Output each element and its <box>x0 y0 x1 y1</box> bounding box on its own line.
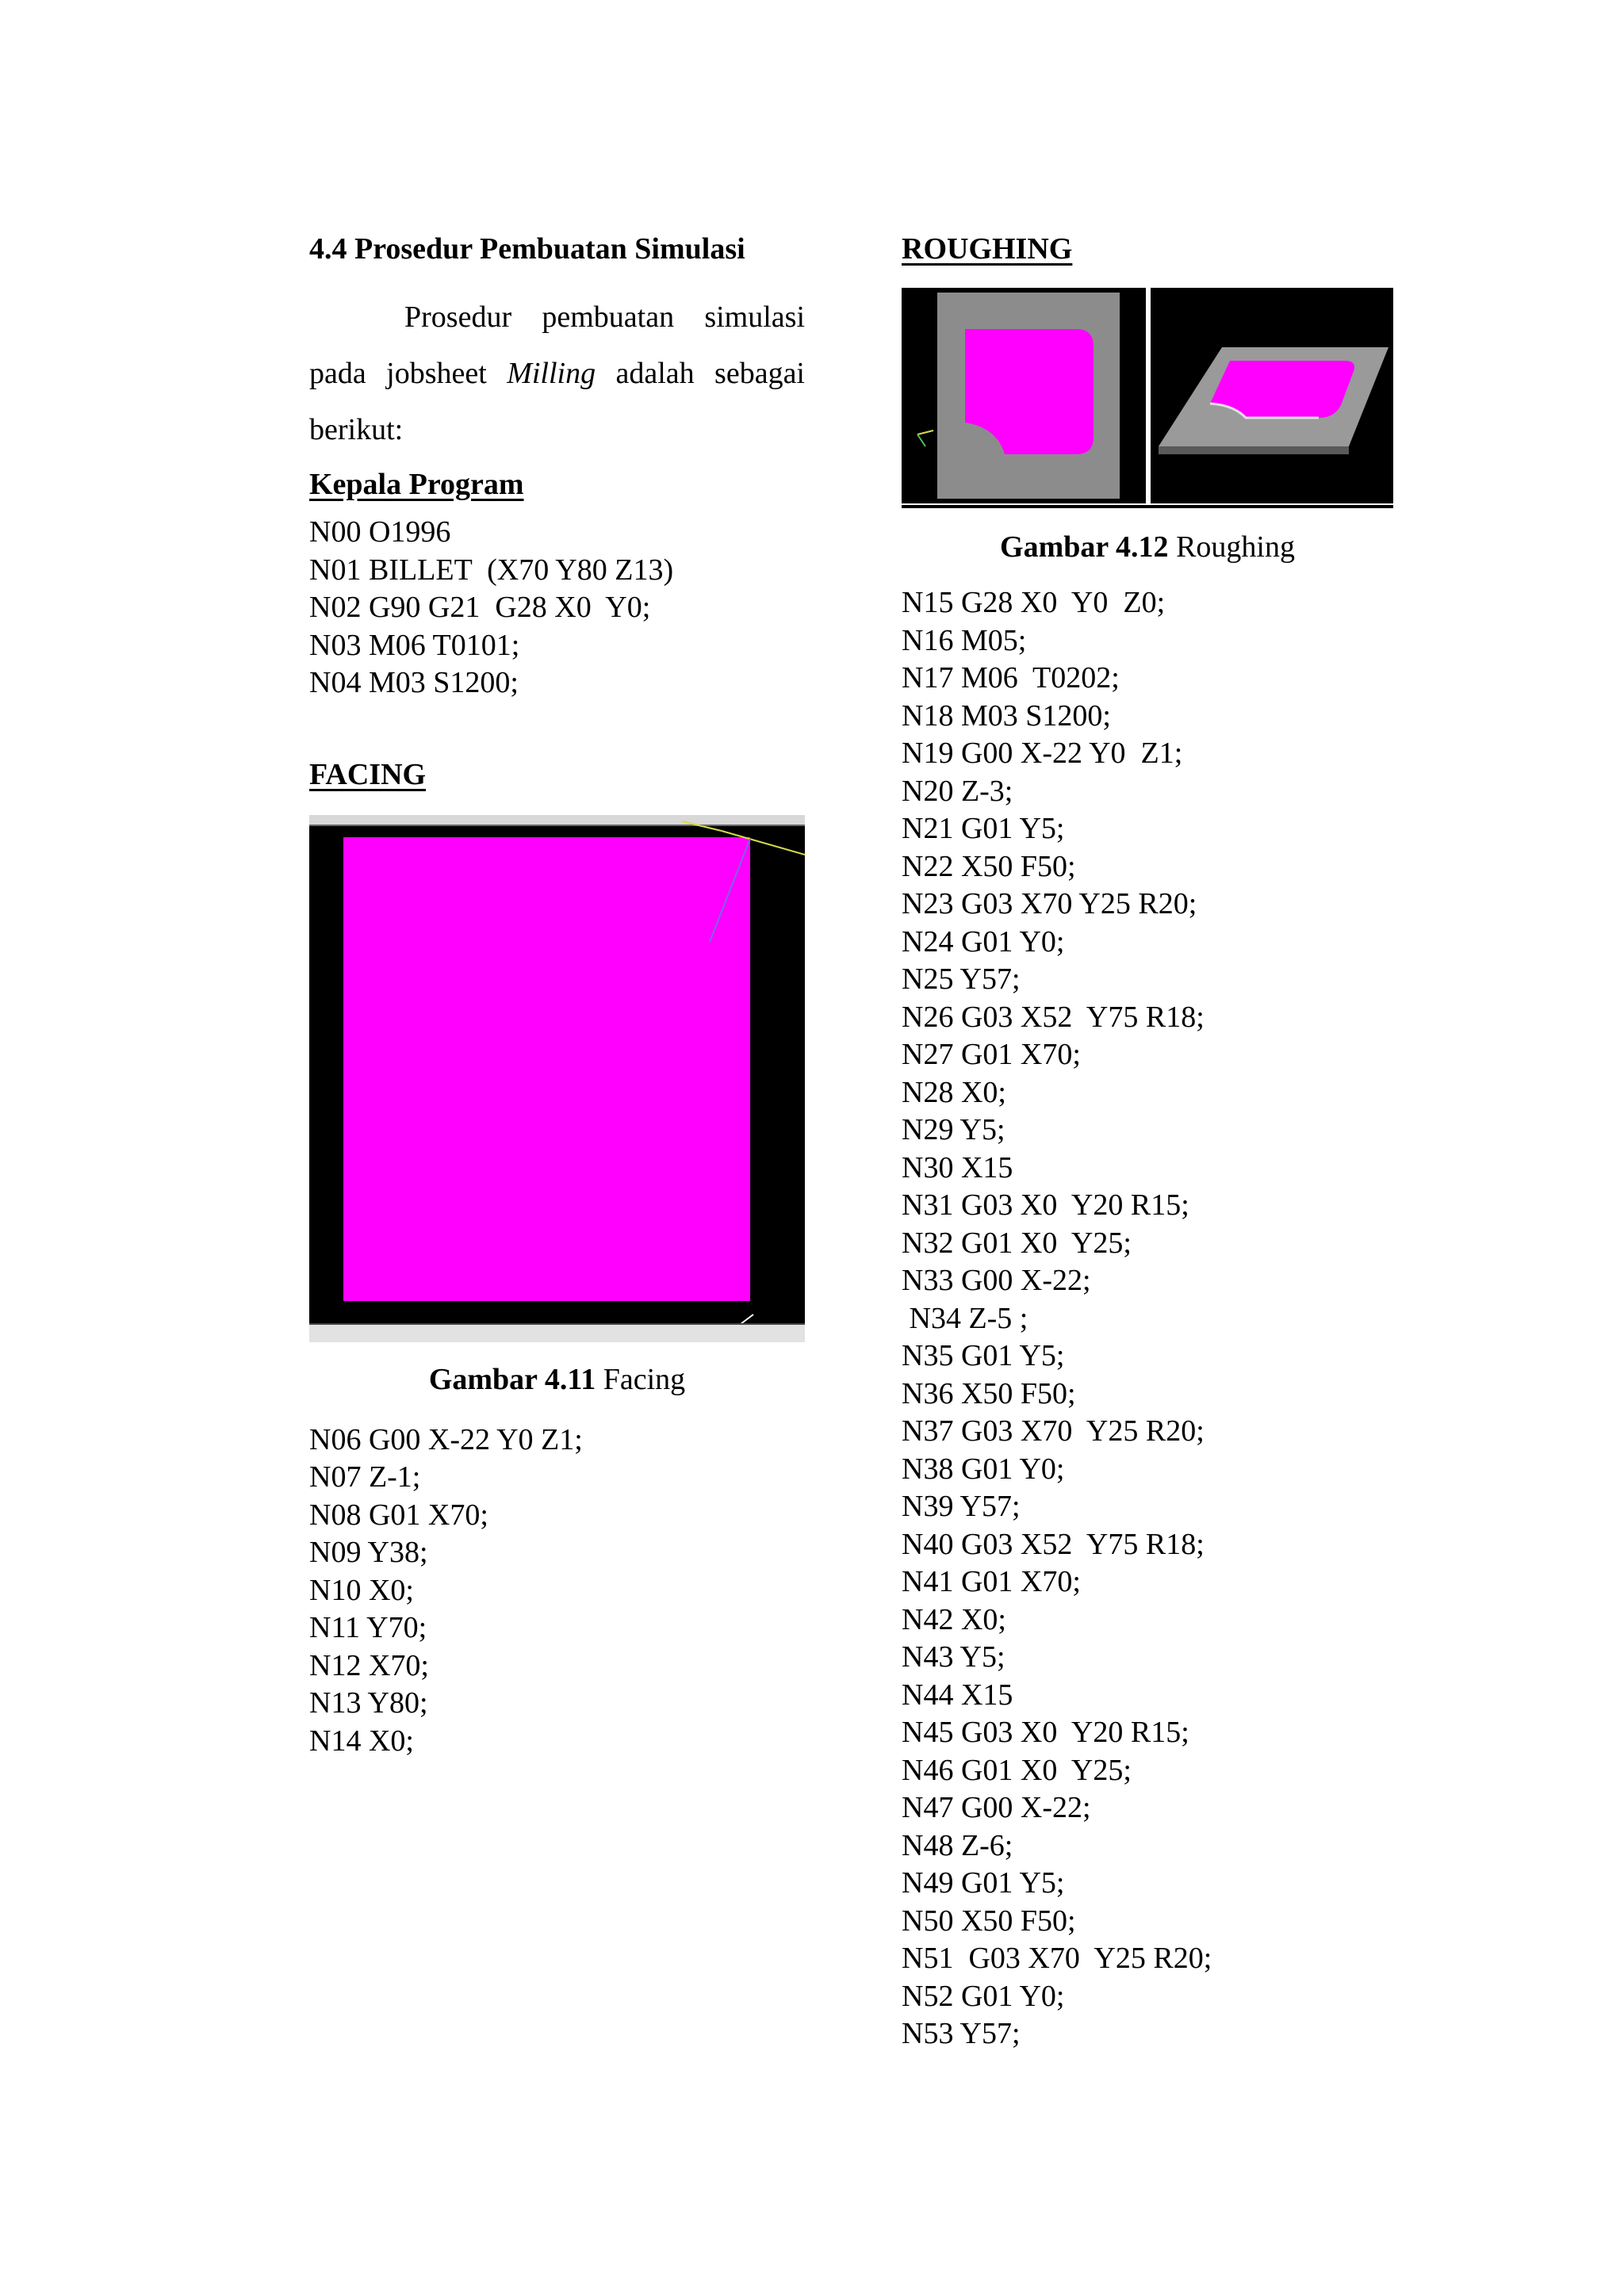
facing-caption-text: Facing <box>596 1362 686 1396</box>
code-line: N43 Y5; <box>902 1640 1005 1674</box>
code-line: N51 G03 X70 Y25 R20; <box>902 1942 1212 1975</box>
code-line: N15 G28 X0 Y0 Z0; <box>902 586 1166 619</box>
code-line: N21 G01 Y5; <box>902 812 1065 845</box>
code-line: N19 G00 X-22 Y0 Z1; <box>902 737 1183 770</box>
code-line: N10 X0; <box>309 1573 414 1607</box>
roughing-iso-view <box>1151 288 1393 503</box>
code-line: N44 X15 <box>902 1678 1013 1712</box>
code-line: N22 X50 F50; <box>902 849 1076 883</box>
code-line: N49 G01 Y5; <box>902 1866 1065 1900</box>
facing-heading: FACING <box>309 757 427 791</box>
code-line: N01 BILLET (X70 Y80 Z13) <box>309 553 674 587</box>
code-line: N07 Z-1; <box>309 1460 421 1494</box>
kepala-program-code <box>309 514 805 702</box>
code-line: N46 G01 X0 Y25; <box>902 1753 1132 1787</box>
code-line: N20 Z-3; <box>902 774 1013 808</box>
code-line: N02 G90 G21 G28 X0 Y0; <box>309 591 651 624</box>
code-line: N52 G01 Y0; <box>902 1979 1065 2013</box>
roughing-caption <box>902 527 1393 567</box>
code-line: N53 Y57; <box>902 2017 1021 2050</box>
roughing-code <box>902 584 1393 2053</box>
roughing-top-view <box>902 288 1146 503</box>
right-column <box>902 226 1393 2053</box>
code-line: N23 G03 X70 Y25 R20; <box>902 887 1197 920</box>
roughing-top-view-drawing <box>902 288 1146 503</box>
code-line: N12 X70; <box>309 1648 429 1682</box>
code-line: N18 M03 S1200; <box>902 698 1111 733</box>
code-line: N38 G01 Y0; <box>902 1452 1065 1486</box>
code-line: N08 G01 X70; <box>309 1498 488 1532</box>
code-line: N40 G03 X52 Y75 R18; <box>902 1527 1205 1561</box>
code-line: N24 G01 Y0; <box>902 924 1065 959</box>
facing-caption <box>309 1360 805 1399</box>
code-line: N42 X0; <box>902 1602 1006 1636</box>
left-column <box>309 226 805 1760</box>
code-line: N39 Y57; <box>902 1490 1021 1523</box>
code-line: N04 M03 S1200; <box>309 666 519 699</box>
facing-figure <box>309 815 805 1342</box>
code-line: N17 M06 T0202; <box>902 661 1120 695</box>
facing-code <box>309 1422 805 1761</box>
roughing-caption-text: Roughing <box>1168 530 1295 564</box>
code-line: N25 Y57; <box>902 962 1021 996</box>
code-line: N11 Y70; <box>309 1611 427 1644</box>
roughing-figure <box>902 288 1393 508</box>
code-line: N41 G01 X70; <box>902 1565 1081 1598</box>
section-title: 4.4 Prosedur Pembuatan Simulasi <box>309 232 745 266</box>
code-line: N06 G00 X-22 Y0 Z1; <box>309 1422 583 1456</box>
code-line: N28 X0; <box>902 1075 1006 1109</box>
intro-italic: Milling <box>507 357 596 390</box>
kepala-program-heading: Kepala Program <box>309 468 524 501</box>
code-line: N29 Y5; <box>902 1113 1005 1146</box>
facing-caption-label: Gambar 4.11 <box>428 1362 596 1396</box>
code-line: N37 G03 X70 Y25 R20; <box>902 1414 1205 1448</box>
code-line: N47 G00 X-22; <box>902 1791 1091 1824</box>
roughing-iso-view-drawing <box>1151 288 1393 503</box>
intro-text-1: Prosedur pembuatan simulasi pada jobsheet <box>309 300 805 390</box>
roughing-caption-label: Gambar 4.12 <box>1000 530 1169 564</box>
code-line: N34 Z-5 ; <box>902 1301 1028 1335</box>
code-line: N35 G01 Y5; <box>902 1339 1065 1372</box>
code-line: N36 X50 F50; <box>902 1376 1076 1410</box>
code-line: N48 Z-6; <box>902 1828 1013 1862</box>
code-line: N32 G01 X0 Y25; <box>902 1226 1132 1260</box>
code-line: N16 M05; <box>902 623 1027 657</box>
intro-paragraph <box>309 289 805 458</box>
code-line: N26 G03 X52 Y75 R18; <box>902 1000 1205 1034</box>
code-line: N31 G03 X0 Y20 R15; <box>902 1188 1189 1222</box>
roughing-heading: ROUGHING <box>902 232 1073 266</box>
code-line: N45 G03 X0 Y20 R15; <box>902 1716 1189 1749</box>
code-line: N13 Y80; <box>309 1686 428 1720</box>
code-line: N50 X50 F50; <box>902 1904 1076 1938</box>
figure-rule <box>902 505 1393 508</box>
code-line: N14 X0; <box>309 1724 414 1758</box>
code-line: N00 O1996 <box>309 515 451 549</box>
code-line: N33 G00 X-22; <box>902 1264 1091 1297</box>
code-line: N09 Y38; <box>309 1536 428 1569</box>
code-line: N03 M06 T0101; <box>309 628 520 662</box>
tool-axis-lines <box>309 815 805 1342</box>
intro-text-2: adalah sebagai berikut: <box>309 357 805 446</box>
code-line: N30 X15 <box>902 1150 1013 1184</box>
code-line: N27 G01 X70; <box>902 1038 1081 1071</box>
simulator-statusbar <box>309 1323 805 1342</box>
